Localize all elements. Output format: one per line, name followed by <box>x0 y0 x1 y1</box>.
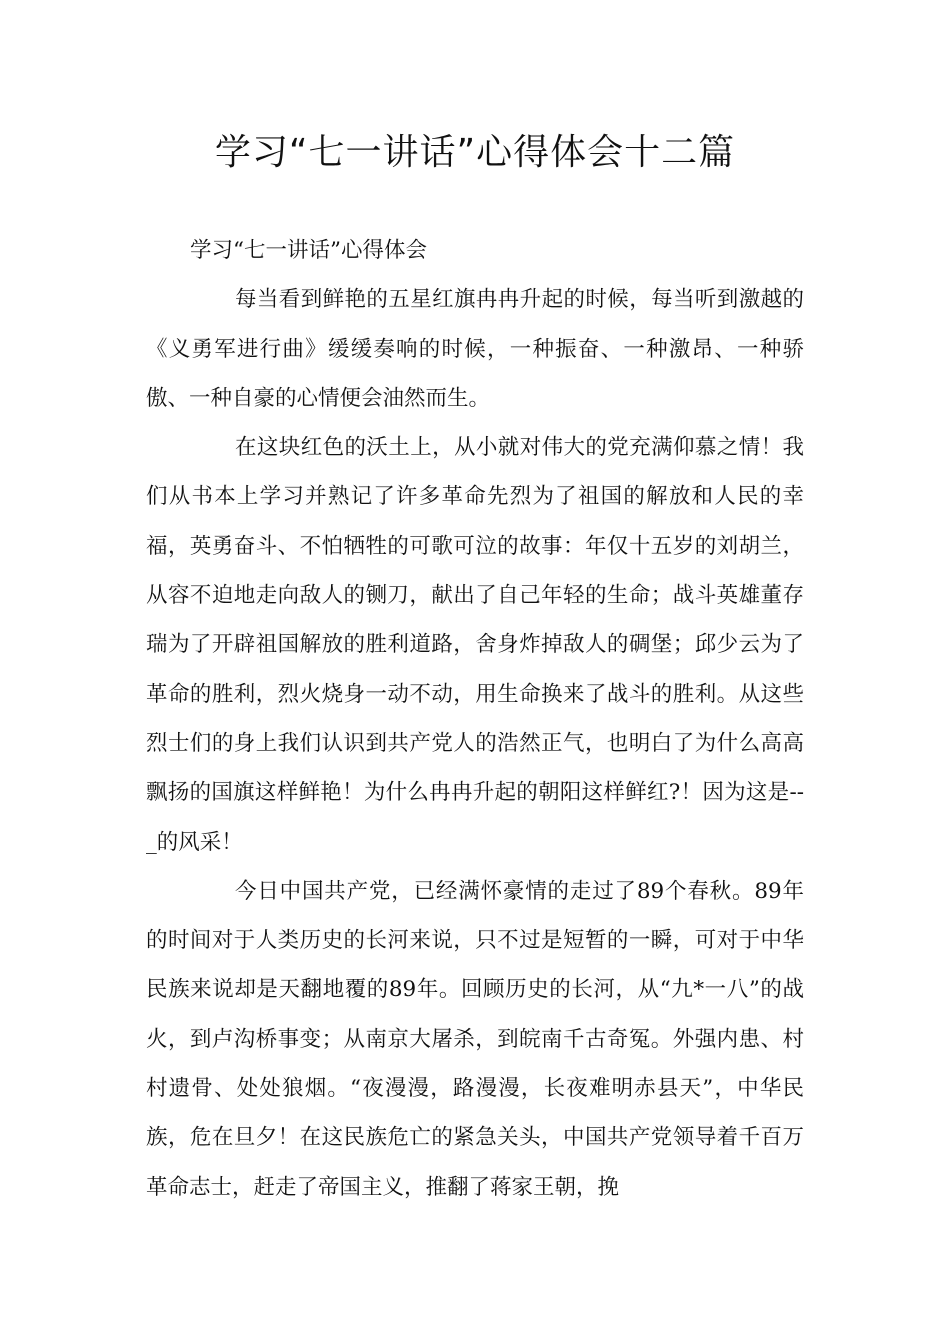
paragraph-1: 每当看到鲜艳的五星红旗冉冉升起的时候，每当听到激越的《义勇军进行曲》缓缓奏响的时候，一种振奋、一种激昂、一种骄傲、一种自豪的心情便会油然而生。 <box>146 287 804 411</box>
document-body <box>146 226 804 1212</box>
document-title: 学习“七一讲话”心得体会十二篇 <box>214 132 736 173</box>
paragraph-3: 今日中国共产党，已经满怀豪情的走过了89个春秋。89年的时间对于人类历史的长河来说，只不过是短暂的一瞬，可对于中华民族来说却是天翻地覆的89年。回顾历史的长河，从“九*一八”的战火，到卢沟桥事变；从南京大屠杀，到皖南千古奇冤。外强内患、村村遗骨、处处狼烟。“夜漫漫，路漫漫，长夜难明赤县天”，中华民族，危在旦夕！在这民族危亡的紧急关头，中国共产党领导着千百万革命志士，赶走了帝国主义，推翻了蒋家王朝，挽 <box>146 878 804 1200</box>
paragraph-2: 在这块红色的沃土上，从小就对伟大的党充满仰慕之情！我们从书本上学习并熟记了许多革命先烈为了祖国的解放和人民的幸福，英勇奋斗、不怕牺牲的可歌可泣的故事：年仅十五岁的刘胡兰，从容不迫地走向敌人的铡刀，献出了自己年轻的生命；战斗英雄董存瑞为了开辟祖国解放的胜利道路，舍身炸掉敌人的碉堡；邱少云为了革命的胜利，烈火烧身一动不动，用生命换来了战斗的胜利。从这些烈士们的身上我们认识到共产党人的浩然正气，也明白了为什么高高飘扬的国旗这样鲜艳！为什么冉冉升起的朝阳这样鲜红?！因为这是--_的风采！ <box>146 435 804 855</box>
section-subtitle: 学习“七一讲话”心得体会 <box>190 238 427 263</box>
